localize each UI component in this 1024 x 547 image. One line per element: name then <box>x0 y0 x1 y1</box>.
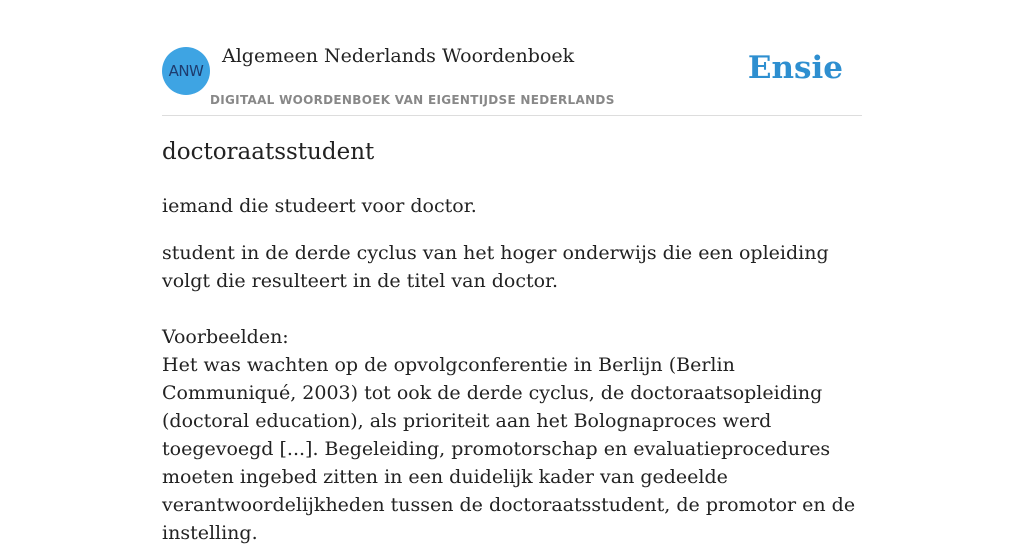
entry-headword: doctoraatsstudent <box>162 139 375 165</box>
page-content <box>162 0 862 544</box>
dictionary-subtitle: DIGITAAL WOORDENBOEK VAN EIGENTIJDSE NEDERLANDS <box>210 93 615 107</box>
dictionary-header <box>162 0 862 116</box>
examples-label: Voorbeelden: <box>162 326 289 348</box>
definition-2: student in de derde cyclus van het hoger onderwijs die een opleiding volgt die resulteert in de titel van doctor. <box>162 242 829 292</box>
definition-1: iemand die studeert voor doctor. <box>162 195 477 217</box>
anw-logo[interactable]: ANW <box>162 47 210 95</box>
dictionary-title[interactable]: Algemeen Nederlands Woordenboek <box>222 45 575 67</box>
example-text: Het was wachten op de opvolgconferentie in Berlijn (Berlin Communiqué, 2003) tot ook de derde cyclus, de doctoraatsopleiding (doctoral education), als prioriteit aan het Bolognaproces werd toegevoegd [...]. Begeleiding, promotorschap en evaluatieprocedures moeten ingebed zitten in een duidelijk kader van gedeelde verantwoordelijkheden tussen de doctoraatsstudent, de promotor en de instelling. <box>162 354 856 544</box>
ensie-logo[interactable]: Ensie <box>747 50 843 86</box>
